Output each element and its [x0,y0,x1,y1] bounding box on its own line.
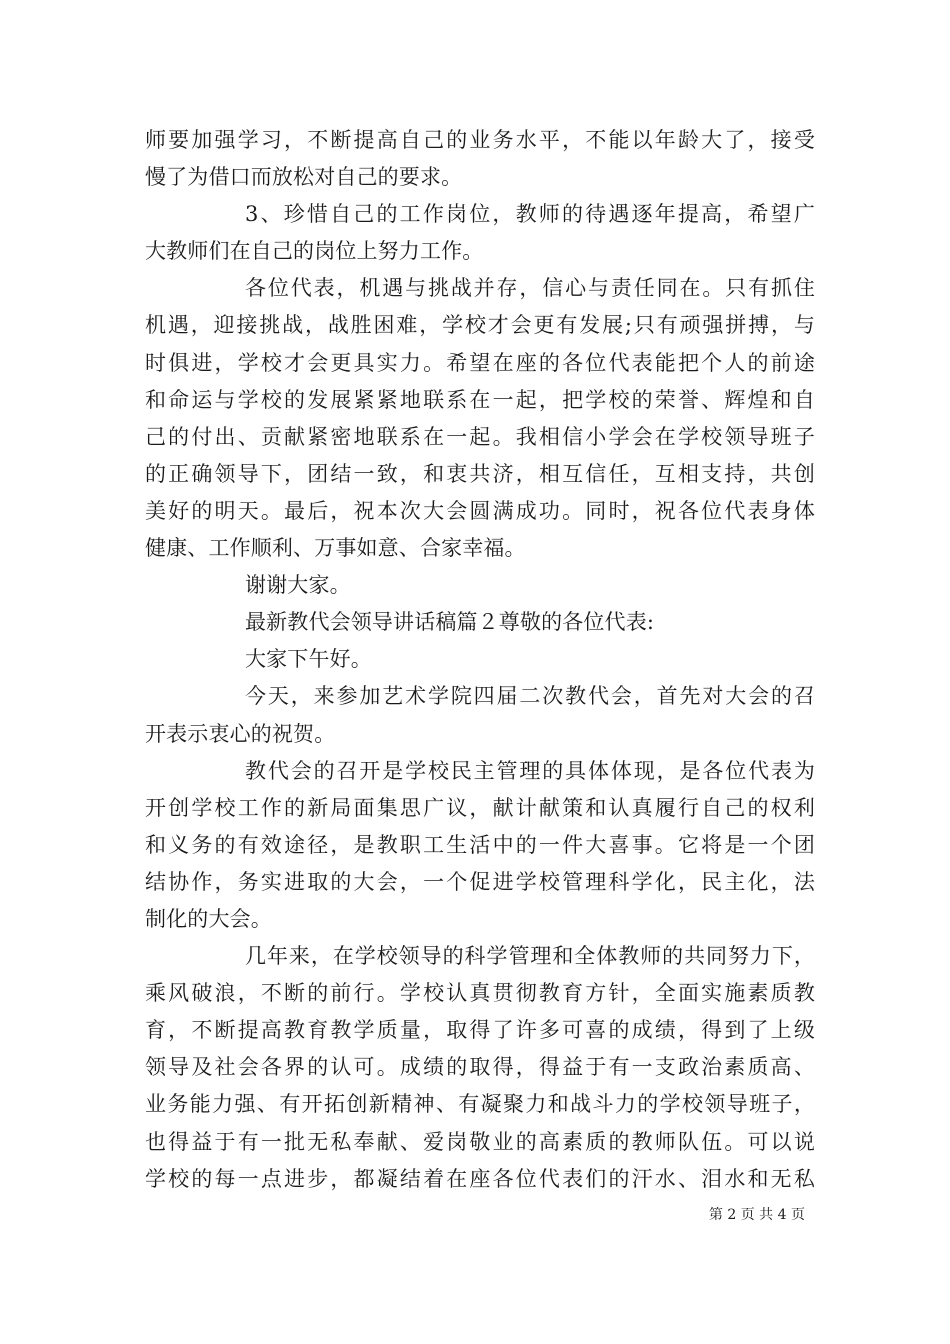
document-body [145,122,815,1198]
text-line: 几年来，在学校领导的科学管理和全体教师的共同努力下， [245,944,815,969]
text-line: 机遇，迎接挑战，战胜困难，学校才会更有发展;只有顽强拼搏，与 [145,313,815,338]
text-line: 和命运与学校的发展紧紧地联系在一起，把学校的荣誉、辉煌和自 [145,387,815,412]
text-line: 育，不断提高教育教学质量，取得了许多可喜的成绩，得到了上级 [145,1018,815,1043]
text-line: 和义务的有效途径，是教职工生活中的一件大喜事。它将是一个团 [145,832,815,857]
text-line: 学校的每一点进步，都凝结着在座各位代表们的汗水、泪水和无私 [145,1166,815,1191]
text-line: 的正确领导下，团结一致，和衷共济，相互信任，互相支持，共创 [145,461,815,486]
text-line: 健康、工作顺利、万事如意、合家幸福。 [145,536,526,561]
text-line: 慢了为借口而放松对自己的要求。 [145,165,463,190]
page-number-footer: 第 2 页 共 4 页 [708,1207,805,1223]
text-line: 领导及社会各界的认可。成绩的取得，得益于有一支政治素质高、 [145,1055,815,1080]
text-line: 师要加强学习，不断提高自己的业务水平，不能以年龄大了，接受 [145,128,815,152]
text-line: 教代会的召开是学校民主管理的具体体现，是各位代表为 [245,758,815,783]
text-line: 今天，来参加艺术学院四届二次教代会，首先对大会的召 [245,684,815,709]
text-line: 大教师们在自己的岗位上努力工作。 [145,239,484,264]
text-line: 也得益于有一批无私奉献、爱岗敬业的高素质的教师队伍。可以说 [145,1129,815,1154]
text-line: 开表示衷心的祝贺。 [145,721,336,746]
text-line: 制化的大会。 [145,906,272,931]
text-line: 开创学校工作的新局面集思广议，献计献策和认真履行自己的权利 [145,795,815,820]
text-line: 时俱进，学校才会更具实力。希望在座的各位代表能把个人的前途 [145,350,815,375]
text-line: 美好的明天。最后，祝本次大会圆满成功。同时，祝各位代表身体 [145,498,815,523]
text-line: 结协作，务实进取的大会，一个促进学校管理科学化，民主化，法 [145,869,815,894]
text-line: 各位代表，机遇与挑战并存，信心与责任同在。只有抓住 [245,276,815,301]
text-line: 己的付出、贡献紧密地联系在一起。我相信小学会在学校领导班子 [145,424,815,449]
text-line: 谢谢大家。 [245,573,351,598]
section-heading-line: 最新教代会领导讲话稿篇２尊敬的各位代表: [245,610,655,635]
text-line: 3、珍惜自己的工作岗位，教师的待遇逐年提高，希望广 [245,202,815,227]
text-line: 业务能力强、有开拓创新精神、有凝聚力和战斗力的学校领导班子， [145,1092,815,1117]
text-line: 乘风破浪，不断的前行。学校认真贯彻教育方针，全面实施素质教 [145,981,815,1006]
text-line: 大家下午好。 [245,647,372,672]
